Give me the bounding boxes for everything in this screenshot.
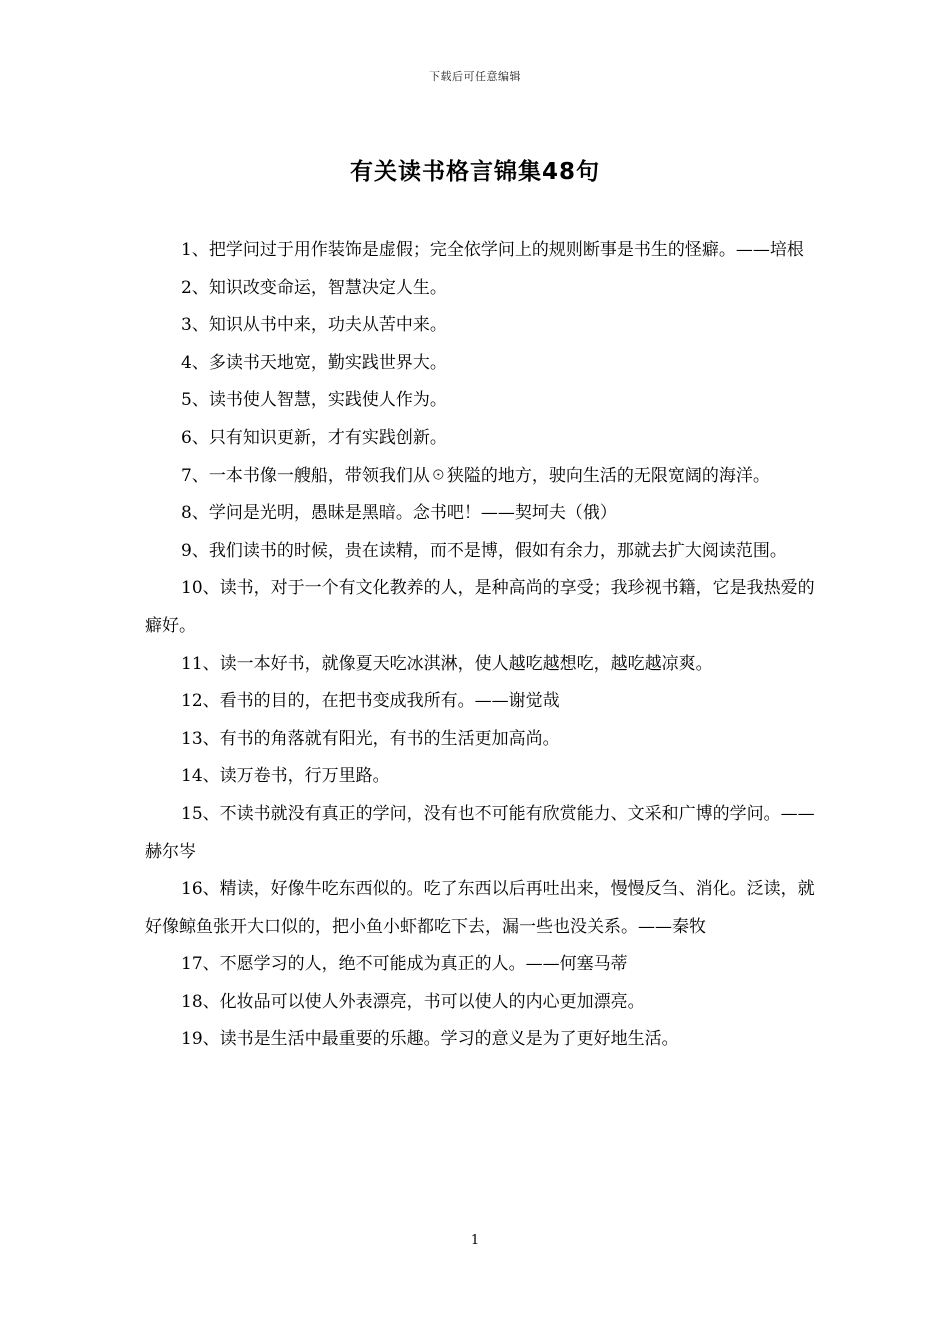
quote-item: 19、读书是生活中最重要的乐趣。学习的意义是为了更好地生活。: [181, 1029, 679, 1050]
quote-item: 11、读一本好书，就像夏天吃冰淇淋，使人越吃越想吃，越吃越凉爽。: [181, 653, 713, 674]
quote-item: 15、不读书就没有真正的学问，没有也不可能有欣赏能力、文采和广博的学问。——赫尔岑: [145, 803, 815, 862]
quote-item: 2、知识改变命运，智慧决定人生。: [181, 277, 447, 298]
quote-item: 13、有书的角落就有阳光，有书的生活更加高尚。: [181, 728, 560, 749]
quote-item: 1、把学问过于用作装饰是虚假；完全依学问上的规则断事是书生的怪癖。——培根: [181, 240, 804, 260]
quote-item: 10、读书，对于一个有文化教养的人，是种高尚的享受；我珍视书籍，它是我热爱的癖好。: [145, 578, 815, 636]
quote-item: 6、只有知识更新，才有实践创新。: [181, 427, 447, 448]
quote-item: 7、一本书像一艘船，带领我们从☉狭隘的地方，驶向生活的无限宽阔的海洋。: [181, 465, 770, 486]
quote-item: 8、学问是光明，愚昧是黑暗。念书吧！——契坷夫（俄）: [181, 503, 617, 524]
quote-item: 18、化妆品可以使人外表漂亮，书可以使人的内心更加漂亮。: [181, 991, 645, 1012]
quote-item: 5、读书使人智慧，实践使人作为。: [181, 390, 447, 411]
document-title: 有关读书格言锦集48句: [349, 159, 600, 185]
quote-item: 3、知识从书中来，功夫从苦中来。: [181, 315, 447, 336]
quote-item: 9、我们读书的时候，贵在读精，而不是博，假如有余力，那就去扩大阅读范围。: [181, 540, 787, 561]
page-number: 1: [470, 1233, 480, 1248]
quote-list: [145, 232, 815, 1059]
quote-item: 4、多读书天地宽，勤实践世界大。: [181, 352, 447, 373]
quote-item: 14、读万卷书，行万里路。: [181, 766, 390, 787]
quote-item: 17、不愿学习的人，绝不可能成为真正的人。——何塞马蒂: [181, 954, 628, 975]
quote-item: 16、精读，好像牛吃东西似的。吃了东西以后再吐出来，慢慢反刍、消化。泛读，就好像鲸鱼张开大口似的，把小鱼小虾都吃下去，漏一些也没关系。——秦牧: [145, 879, 815, 937]
quote-item: 12、看书的目的，在把书变成我所有。——谢觉哉: [181, 691, 560, 712]
header-note: 下载后可任意编辑: [429, 70, 521, 83]
